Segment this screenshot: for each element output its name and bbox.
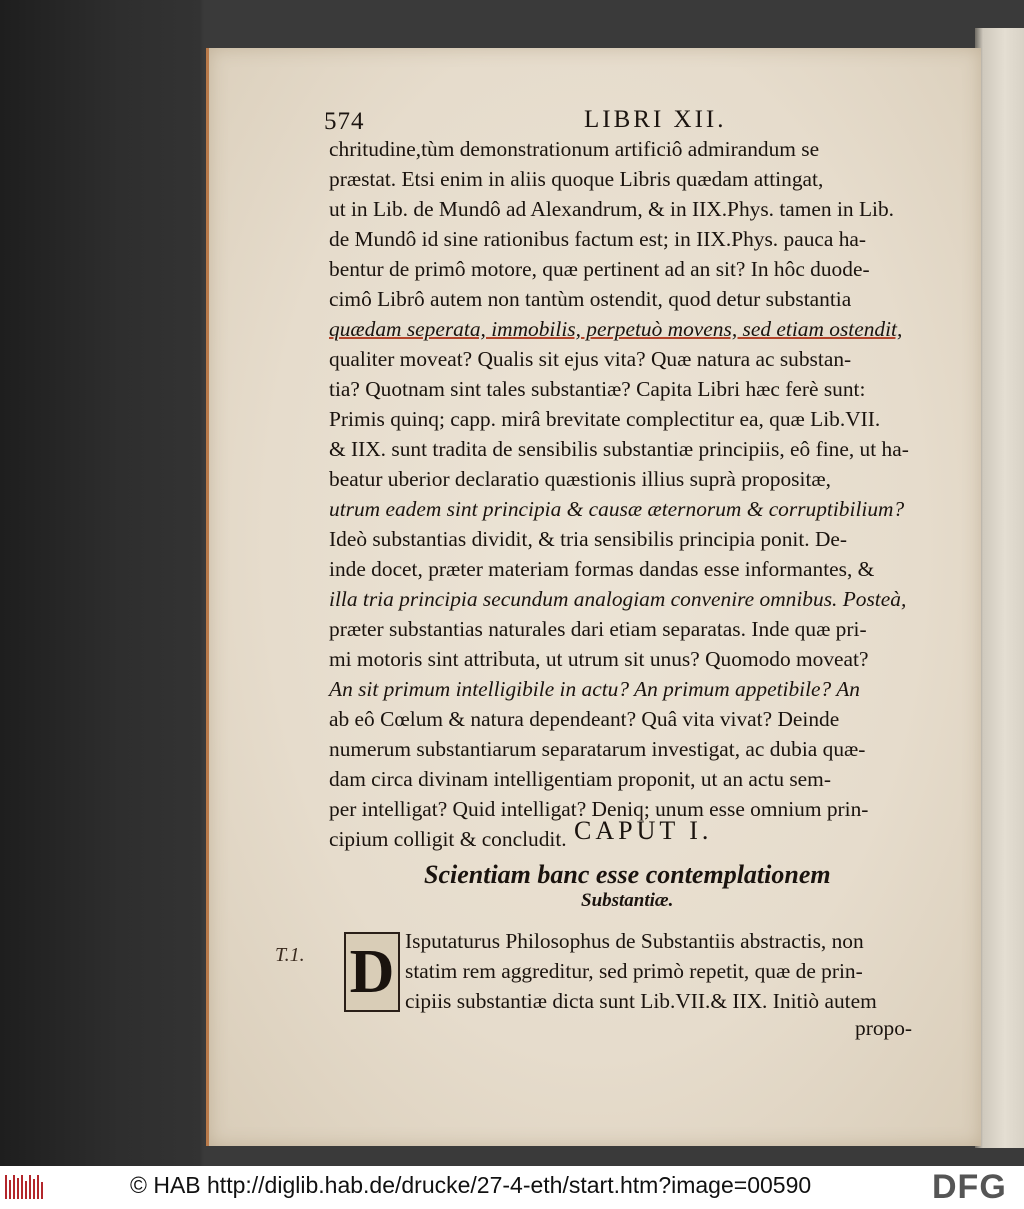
text-line: mi motoris sint attributa, ut utrum sit unus? Quomodo moveat? — [329, 647, 869, 671]
text-line: cipium colligit & concludit. — [329, 827, 567, 851]
decorated-initial — [344, 932, 400, 1012]
initial-letter: D — [349, 938, 395, 1006]
copyright-link[interactable]: © HAB http://diglib.hab.de/drucke/27-4-eth/start.htm?image=00590 — [130, 1172, 812, 1198]
margin-note: T.1. — [275, 944, 305, 966]
text-line: illa tria principia secundum analogiam convenire omnibus. Posteà, — [329, 587, 907, 611]
chapter-subheading: Substantiæ. — [581, 890, 674, 911]
body-paragraph — [329, 134, 949, 854]
text-line: de Mundô id sine rationibus factum est; in IIX.Phys. pauca ha- — [329, 227, 867, 251]
text-line: qualiter moveat? Qualis sit ejus vita? Quæ natura ac substan- — [329, 347, 852, 371]
text-line: chritudine,tùm demonstrationum artificiô admirandum se — [329, 137, 820, 161]
text-line: cipiis substantiæ dicta sunt Lib.VII.& IIX. Initiò autem — [405, 989, 877, 1013]
text-line: præter substantias naturales dari etiam separatas. Inde quæ pri- — [329, 617, 867, 641]
text-line: per intelligat? Quid intelligat? Deniq; unum esse omnium prin- — [329, 797, 869, 821]
text-line: inde docet, præter materiam formas dandas esse informantes, & — [329, 557, 875, 581]
text-line: An sit primum intelligibile in actu? An primum appetibile? An — [329, 677, 860, 701]
text-line: dam circa divinam intelligentiam proponit, ut an actu sem- — [329, 767, 831, 791]
text-line: & IIX. sunt tradita de sensibilis substantiæ principiis, eô fine, ut ha- — [329, 437, 909, 461]
hab-logo-icon — [4, 1172, 46, 1202]
chapter-paragraph — [405, 926, 945, 1016]
dfg-logo: DFG — [932, 1168, 1007, 1206]
text-line: bentur de primô motore, quæ pertinent ad an sit? In hôc duode- — [329, 257, 870, 281]
text-line: beatur uberior declaratio quæstionis illius suprà propositæ, — [329, 467, 832, 491]
page-number: 574 — [324, 108, 365, 135]
chapter-heading: Scientiam banc esse contemplationem — [424, 860, 831, 889]
text-line: cimô Librô autem non tantùm ostendit, quod detur substantia — [329, 287, 852, 311]
text-line: statim rem aggreditur, sed primò repetit, quæ de prin- — [405, 959, 863, 983]
running-head: LIBRI XII. — [584, 106, 727, 133]
text-line: ab eô Cœlum & natura dependeant? Quâ vita vivat? Deinde — [329, 707, 840, 731]
text-line: tia? Quotnam sint tales substantiæ? Capita Libri hæc ferè sunt: — [329, 377, 866, 401]
footer-bar — [0, 1166, 1024, 1209]
text-line: Primis quinq; capp. mirâ brevitate complectitur ea, quæ Lib.VII. — [329, 407, 881, 431]
text-line: Ideò substantias dividit, & tria sensibilis principia ponit. De- — [329, 527, 848, 551]
text-line: numerum substantiarum separatarum investigat, ac dubia quæ- — [329, 737, 866, 761]
text-line: Isputaturus Philosophus de Substantiis abstractis, non — [405, 929, 864, 953]
text-line: utrum eadem sint principia & causæ æternorum & corruptibilium? — [329, 497, 905, 521]
book-page — [206, 48, 981, 1146]
text-line: quædam seperata, immobilis, perpetuò movens, sed etiam ostendit, — [329, 317, 903, 341]
facing-page-edge — [975, 28, 1024, 1148]
catchword: propo- — [855, 1016, 913, 1040]
text-line: præstat. Etsi enim in aliis quoque Libris quædam attingat, — [329, 167, 824, 191]
text-line: ut in Lib. de Mundô ad Alexandrum, & in IIX.Phys. tamen in Lib. — [329, 197, 895, 221]
chapter-title: CAPUT I. — [574, 816, 713, 845]
